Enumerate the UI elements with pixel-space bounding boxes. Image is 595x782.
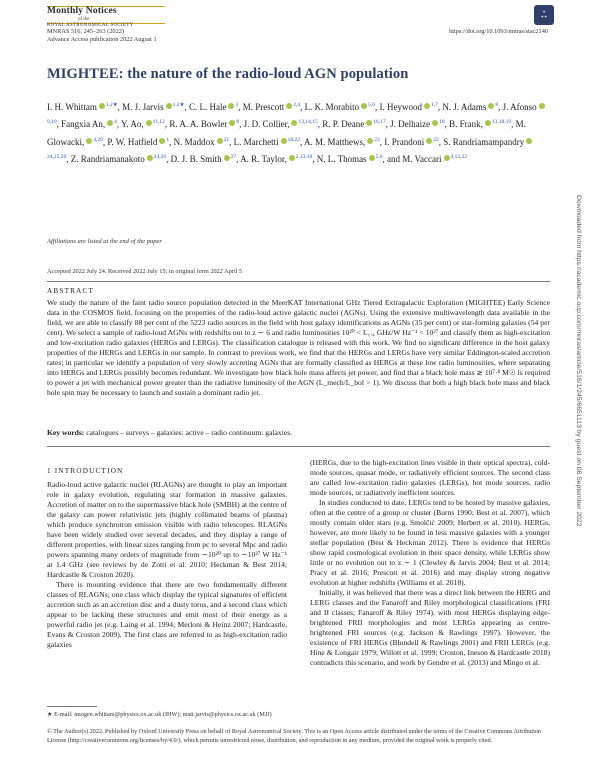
- author: [317, 154, 383, 164]
- orcid-icon[interactable]: [281, 138, 287, 144]
- author: [240, 154, 312, 164]
- author: [449, 119, 511, 129]
- affiliation-sup[interactable]: 27: [230, 153, 237, 160]
- author: [174, 137, 230, 147]
- author: [47, 102, 118, 112]
- affiliation-sup[interactable]: 24,26: [153, 153, 167, 160]
- author-name: Y. Ao,: [121, 119, 144, 130]
- author-name: L. K. Morabito: [304, 102, 360, 112]
- divider: [47, 446, 550, 447]
- author-name: R. A. A. Bowler: [169, 119, 228, 130]
- author: [390, 119, 444, 129]
- orcid-icon[interactable]: [289, 155, 295, 161]
- author-name: S. Randriamampandry: [443, 136, 525, 147]
- orcid-icon[interactable]: [432, 120, 438, 126]
- affiliation-sup[interactable]: 11,12: [152, 119, 165, 126]
- orcid-icon[interactable]: [361, 103, 367, 109]
- journal-title: Monthly Notices: [47, 6, 117, 16]
- orcid-icon[interactable]: [228, 103, 234, 109]
- author: [107, 137, 169, 147]
- author-name: D. J. B. Smith: [170, 153, 222, 164]
- author-name: B. Frank,: [449, 119, 483, 130]
- journal-society: ROYAL ASTRONOMICAL SOCIETY: [47, 23, 134, 28]
- author-name: P. W. Hatfield: [107, 136, 158, 147]
- footnote: ★ E-mail: imogen.whittam@physics.ox.ac.uk (IHW); matt.jarvis@physics.ox.ac.uk (MJJ): [47, 711, 272, 718]
- orcid-icon[interactable]: [444, 155, 450, 161]
- affiliation-sup[interactable]: 2,13,18: [295, 153, 313, 160]
- author-name: I. Heywood: [379, 102, 422, 112]
- author-name: M. Glowacki,: [47, 119, 526, 147]
- author: [379, 102, 437, 112]
- affiliation-sup[interactable]: 21: [223, 136, 230, 143]
- copyright-notice: © The Author(s) 2022. Published by Oxford University Press on behalf of Royal Astronomical Society. This is an Open Access article distributed under the terms of the Creative Commons Attribution License (http://creativecommons.org/licenses/by/4.0/), which permits unrestricted reuse, distribution, and reproduction in any medium, provided the original work is properly cited.: [47, 728, 542, 744]
- divider: [47, 281, 550, 282]
- orcid-icon[interactable]: [488, 103, 494, 109]
- author-name: J. D. Collier,: [243, 119, 290, 130]
- keywords: [47, 428, 292, 437]
- footnote-rule: [47, 706, 97, 707]
- paragraph: Initially, it was believed that there was a direct link between the HERG and LERG classes and the Fanaroff and Riley morphological classifications (FRI and II classes; Fanaroff & Riley 1974), with most HERGs displaying edge-brightened FRII morphologies and most LERGs appearing as centre-brightened FRI sources (e.g. Jackson & Rawlings 1997). However, the existence of FRI HERGs (Blundell & Rawlings 2001) and FRII LERGs (e.g. Hine & Longair 1979; Willott et al. 1999; Croston, Ineson & Hardcastle 2018) contradicts this scenario, and work by Gendre et al. (2013) and Mingo et al.: [310, 588, 550, 667]
- download-notice-text: Downloaded from https://academic.oup.com/mnras/article/516/1/245/6651113 by guest on 06 September 2022: [575, 195, 582, 527]
- author: [384, 137, 439, 147]
- author: [244, 119, 318, 129]
- journal-masthead: [47, 6, 165, 28]
- author: [304, 137, 380, 147]
- journal-of: of the: [78, 17, 90, 22]
- author: [243, 102, 300, 112]
- affiliation-sup[interactable]: 8: [236, 119, 240, 126]
- author-name: N. L. Thomas: [316, 153, 367, 164]
- orcid-icon[interactable]: [369, 155, 375, 161]
- author-name: I. Prandoni: [384, 136, 425, 147]
- author: [322, 119, 385, 129]
- affiliation-sup[interactable]: 22: [433, 136, 439, 143]
- affiliation-sup[interactable]: 1: [166, 136, 170, 143]
- orcid-icon[interactable]: [86, 138, 92, 144]
- affiliation-sup[interactable]: 1,2★: [172, 102, 185, 108]
- doi-link[interactable]: https://doi.org/10.1093/mnras/stac2140: [449, 28, 548, 35]
- orcid-icon[interactable]: [291, 120, 297, 126]
- paragraph: (HERGs, due to the high-excitation lines visible in their optical spectra), cold-mode sources, quasar mode, or radiatively efficient sources. The second class are called low-excitation radio galaxies (LERGs), hot mode sources, radio mode sources, or radiatively inefficient sources.: [310, 458, 550, 497]
- orcid-icon[interactable]: [146, 120, 152, 126]
- affiliation-sup[interactable]: 1,7: [430, 102, 438, 108]
- author-name: N. J. Adams: [442, 102, 487, 112]
- author-name: A. M. Matthews,: [304, 136, 366, 147]
- author: [169, 119, 239, 129]
- advance-access: Advance Access publication 2022 August 1: [47, 36, 157, 43]
- orcid-icon[interactable]: [424, 103, 430, 109]
- download-notice: [574, 195, 582, 585]
- affiliation-sup[interactable]: 5,6: [375, 153, 383, 160]
- author: [171, 154, 237, 164]
- author-name: R. P. Deane: [322, 119, 365, 130]
- author: [442, 102, 498, 112]
- affiliation-sup[interactable]: 24,25,26: [47, 153, 67, 160]
- orcid-icon[interactable]: [485, 120, 491, 126]
- affiliations-note: Affiliations are listed at the end of the paper: [47, 238, 162, 245]
- author: [61, 119, 117, 129]
- author-name: I. H. Whittam: [47, 102, 97, 112]
- orcid-icon[interactable]: [426, 138, 432, 144]
- abstract-heading: ABSTRACT: [47, 287, 95, 295]
- affiliation-sup[interactable]: 18: [439, 119, 445, 126]
- author: [121, 119, 165, 129]
- keywords-text: catalogues – surveys – galaxies: active – radio continuum: galaxies.: [86, 428, 293, 437]
- abstract-text: We study the nature of the faint radio source population detected in the MeerKAT International GHz Tiered Extragalactic Exploration (MIGHTEE) Early Science data in the COSMOS field, focusing on the properties of the radio-loud active galactic nuclei (AGNs). Using the extensive multiwavelength data available in the field, we are able to classify 88 per cent of the 5223 radio sources in the field with host galaxy identifications as AGNs (35 per cent) or star-forming galaxies (54 per cent). We select a sample of radio-loud AGNs with redshifts out to z ∼ 6 and radio luminosities 10²⁰ < L₁.₄ GHz/W Hz⁻¹ < 10²⁷ and classify them as high-excitation and low-excitation radio galaxies (HERGs and LERGs). The classification catalogue is released with this work. We find no significant difference in the host galaxy properties of the HERGs and LERGs in our sample. In contrast to previous work, we find that the HERGs and LERGs have very similar Eddington-scaled accretion rates; in particular we identify a population of very slowly accreting AGNs that are formally classified as HERGs at these low radio luminosities, where separating into HERGs and LERGs possibly becomes redundant. We investigate how black hole mass affects jet power, and find that a black hole mass ≳ 10⁷·⁸ M☉ is required to power a jet with mechanical power greater than the radiative luminosity of the AGN (L_mech/L_bol > 1). We discuss that both a high black hole mass and black hole spin may be necessary to launch and sustain a dominant radio jet.: [47, 298, 550, 397]
- orcid-icon[interactable]: [229, 120, 235, 126]
- author-name: and M. Vaccari: [386, 153, 442, 164]
- orcid-icon[interactable]: [366, 120, 372, 126]
- paragraph: There is mounting evidence that there are two fundamentally different classes of RLAGNs; one class which display the typical signatures of efficient accretion such as an accretion disc and a dusty torus, and a second class which appear to be lacking these structures and emit most of their energy as a powerful radio jet (e.g. Laing et al. 1994; Merloni & Heinz 2007; Hardcastle, Evans & Croston 2009). The first class are referred to as high-excitation radio galaxies: [47, 580, 287, 649]
- affiliation-sup[interactable]: 8: [495, 102, 499, 108]
- affiliation-sup[interactable]: 1,2★: [105, 102, 118, 108]
- author-name: M. Prescott: [242, 102, 285, 112]
- author-name: L. Marchetti: [233, 136, 279, 147]
- keywords-label: Key words:: [47, 428, 85, 437]
- affiliation-sup[interactable]: 5,6: [368, 102, 375, 108]
- column-right: [310, 458, 550, 668]
- affiliation-sup[interactable]: 16,17: [373, 119, 386, 126]
- affiliation-sup[interactable]: 4,13,22: [450, 153, 468, 160]
- paragraph: In studies conducted to date, LERGs tend to be hosted by massive galaxies, often at the centre of a group or cluster (Burns 1990; Best et al. 2007), which mostly contain older stars (e.g. Smolčić 2009; Herbert et al. 2010). HERGs, however, are more likely to be found in less massive galaxies with a younger stellar population (Best & Heckman 2012). There is evidence that HERGs show rapid cosmological evolution in their space density, while LERGs show little or no evolution out to z ∼ 1 (Clewley & Jarvis 2004; Best et al. 2014; Pracy et al. 2016; Prescott et al. 2016) and may display strong negative evolution at higher redshifts (Williams et al. 2018).: [310, 498, 550, 587]
- author: [305, 102, 375, 112]
- author: [71, 154, 166, 164]
- author-name: M. J. Jarvis: [122, 102, 164, 112]
- orcid-icon[interactable]: [166, 103, 172, 109]
- orcid-icon[interactable]: [224, 155, 230, 161]
- affiliation-sup[interactable]: 9,10: [47, 119, 57, 126]
- author-name: J. Afonso: [502, 102, 537, 112]
- orcid-icon[interactable]: [159, 138, 165, 144]
- paragraph: Radio-loud active galactic nuclei (RLAGNs) are thought to play an important role in galaxy evolution, regulating star formation in massive galaxies. Accretion of matter on to the supermassive black hole (SMBH) at the centre of the galaxy can power relativistic jets (highly collimated beams of plasma) which produce synchrotron emission visible with radio telescopes. RLAGNs have been widely studied over several decades, and they display a range of different properties, with linear sizes ranging from pc to several Mpc and radio powers spanning many orders of magnitude from ∼10²⁰ up to ∼10²⁷ W Hz⁻¹ at 1.4 GHz (see reviews by de Zotti et al. 2010; Heckman & Best 2014; Hardcastle & Croston 2020).: [47, 480, 287, 579]
- accepted-dates: Accepted 2022 July 24. Received 2022 July 15; in original form 2022 April 5: [47, 268, 243, 275]
- affiliation-sup[interactable]: 4: [114, 119, 117, 126]
- affiliation-sup[interactable]: 4,20: [93, 136, 103, 143]
- section-heading: 1 INTRODUCTION: [47, 467, 124, 475]
- article-meta: [47, 28, 157, 44]
- author-list: I. H. Whittam $^{1,2★}$, M. J. Jarvis $^{1,2★}$, C. L. Hale $^3$, M. Prescott $^{2,4}$, L. K. Morabito $^{5,6}$, I. Heywood $^{1,7}$, N. J. Adams $^8$, J. Afonso$^{9,10}$, Fangxia An, $^4$, Y. Ao, $^{11,12}$, R. A. A. Bowler $^8$, J. D. Collier, $^{13,14,15}$, R. P. Deane $^{16,17}$, J. Delhaize $^{18}$, B. Frank, $^{13,18,19}$, M. Glowacki, $^{4,20}$, P. W. Hatfield $^1$, N. Maddox $^{21}$, L. Marchetti $^{18,22}$, A. M. Matthews, $^{23}$, I. Prandoni $^{22}$, S. Randriamampandry$^{24,25,26}$, Z. Randriamanakoto $^{24,26}$, D. J. B. Smith $^{27}$, A. R. Taylor, $^{2,13,18}$, N. L. Thomas $^{5,6}$, and M. Vaccari $^{4,13,22}$: [47, 98, 552, 167]
- orcid-icon[interactable]: [286, 103, 292, 109]
- orcid-icon[interactable]: [147, 155, 153, 161]
- author-name: Z. Randriamanakoto: [70, 153, 145, 164]
- paper-title: MIGHTEE: the nature of the radio-loud AGN population: [47, 66, 409, 82]
- journal-ref: MNRAS 516, 245–263 (2022): [47, 28, 124, 35]
- affiliation-sup[interactable]: 18,22: [287, 136, 300, 143]
- society-logo-icon: ✦ ✦✦: [534, 5, 554, 25]
- affiliation-sup[interactable]: 13,18,19: [491, 119, 512, 126]
- author: [234, 137, 300, 147]
- orcid-icon[interactable]: [217, 138, 223, 144]
- author-name: J. Delhaize: [390, 119, 431, 130]
- author-name: N. Maddox: [173, 136, 215, 147]
- orcid-icon[interactable]: [107, 120, 113, 126]
- column-left: [47, 466, 287, 650]
- orcid-icon[interactable]: [367, 138, 373, 144]
- orcid-icon[interactable]: [99, 103, 105, 109]
- author: [122, 102, 184, 112]
- orcid-icon[interactable]: [539, 103, 545, 109]
- author-name: C. L. Hale: [188, 102, 227, 112]
- affiliation-sup[interactable]: 13,14,15: [298, 119, 318, 126]
- affiliation-sup[interactable]: 23: [374, 136, 380, 143]
- orcid-icon[interactable]: [526, 138, 532, 144]
- author-name: A. R. Taylor,: [240, 153, 287, 164]
- author: [189, 102, 238, 112]
- author-name: Fangxia An,: [61, 119, 106, 130]
- author: [387, 154, 467, 164]
- affiliation-sup[interactable]: 3: [235, 102, 239, 108]
- affiliation-sup[interactable]: 2,4: [293, 102, 301, 108]
